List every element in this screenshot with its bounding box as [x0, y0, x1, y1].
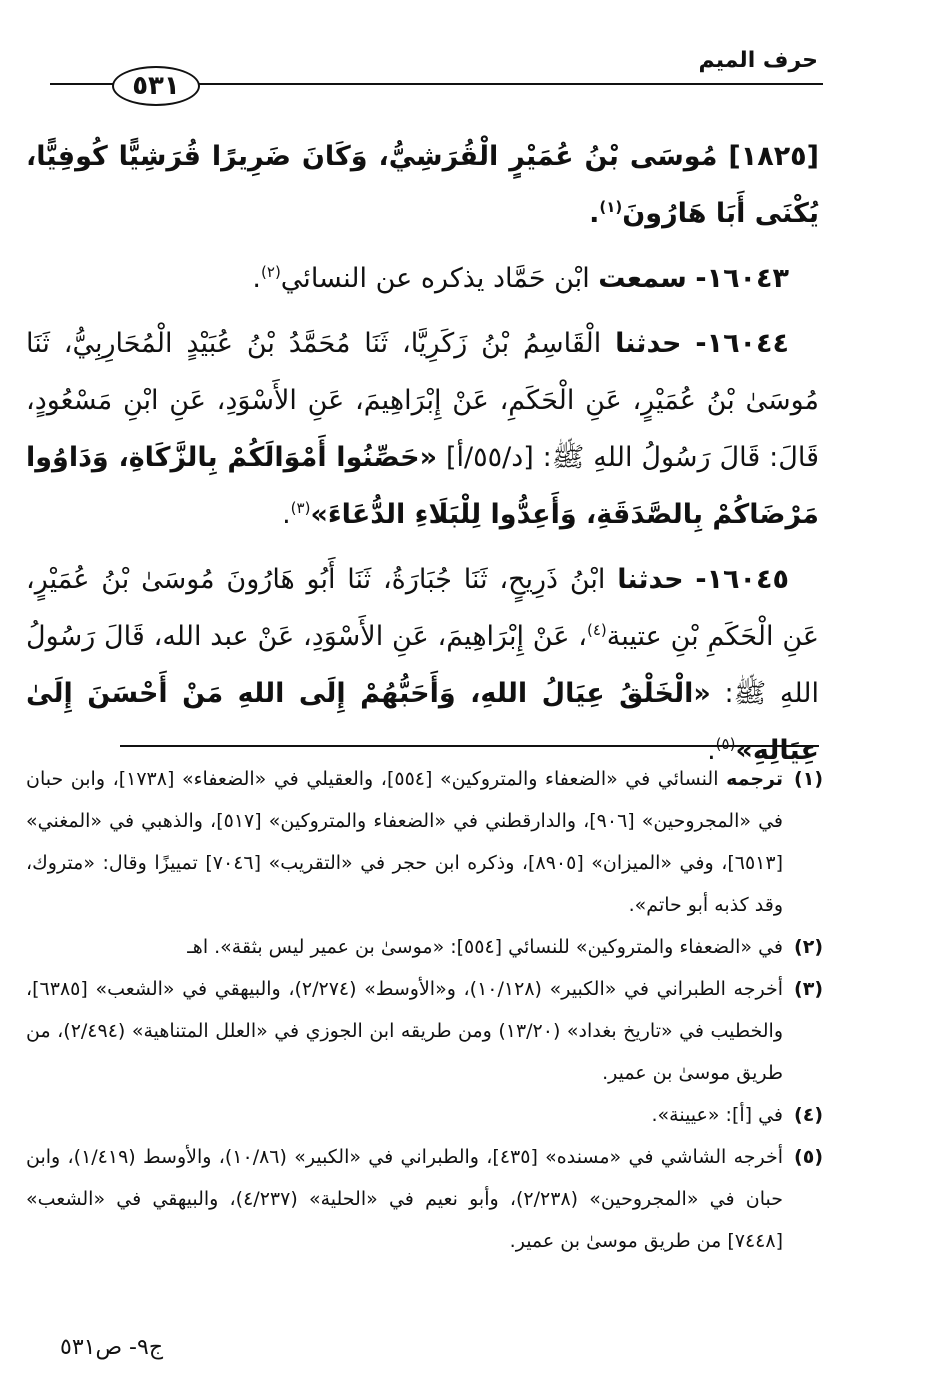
hadith-verb: حدثنا [615, 328, 682, 359]
hadith-number: ١٦٠٤٣- [695, 263, 789, 294]
entry-number: [١٨٢٥] [728, 141, 819, 172]
footnote-text: أخرجه الطبراني في «الكبير» (١٠/١٢٨)، و«الأوسط» (٢/٢٧٤)، والبيهقي في «الشعب» [٦٣٨٥]، والخطيب في «تاريخ بغداد» (١٣/٢٠) ومن طريقه ابن الجوزي في «العلل المتناهية» (٢/٤٩٤)، من طريق موسىٰ بن عمير. [26, 978, 783, 1084]
header-rule-left [50, 83, 120, 85]
hadith-16045: ١٦٠٤٥- حدثنا ابْنُ ذَرِيحٍ، ثَنَا جُبَارَةُ، ثَنَا أَبُو هَارُونَ مُوسَىٰ بْنُ عُمَيْرٍ، عَنِ الْحَكَمِ بْنِ عتيبة$^{(٤)}$، عَنْ إِبْرَاهِيمَ، عَنِ الأَسْوَدِ، عَنْ عبد الله، قَالَ رَسُولُ اللهِ ﷺ: «الْخَلْقُ عِيَالُ اللهِ، وَأَحَبُّهُمْ إِلَى اللهِ مَنْ أَحْسَنَ إِلَىٰ عِيَالِهِ»$^{(٥)}$. [26, 564, 820, 766]
footnote-label: (٤) [794, 1104, 823, 1126]
hadith-text: ابْن حَمَّاد يذكره عن النسائي [280, 263, 590, 294]
hadith-quote: «الْخَلْقُ عِيَالُ اللهِ، وَأَحَبُّهُمْ إِلَى اللهِ مَنْ أَحْسَنَ إِلَىٰ عِيَالِهِ» [26, 678, 819, 766]
hadith-text: ابْنُ ذَرِيحٍ، ثَنَا جُبَارَةُ، ثَنَا أَبُو هَارُونَ مُوسَىٰ بْنُ عُمَيْرٍ، عَنِ الْحَكَمِ بْنِ عتيبة [26, 564, 820, 652]
footnote-text: في «الضعفاء والمتروكين» للنسائي [٥٥٤]: «موسىٰ بن عمير ليس بثقة». اهـ [187, 936, 783, 958]
hadith-number: ١٦٠٤٤- [695, 328, 789, 359]
footnote-label: (١) [794, 768, 823, 790]
footnote-4 [26, 1094, 823, 1136]
page-footer: ج٩- ص٥٣١ [60, 1335, 164, 1360]
footnote-label: (٥) [794, 1146, 823, 1168]
hadith-quote: «حَصِّنُوا أَمْوَالَكُمْ بِالزَّكَاةِ، وَدَاوُوا مَرْضَاكُمْ بِالصَّدَقَةِ، وَأَعِدُّوا لِلْبَلَاءِ الدُّعَاءَ» [26, 442, 819, 530]
footnote-1 [26, 758, 823, 926]
footnote-2 [26, 926, 823, 968]
hadith-text-continued: ، عَنْ إِبْرَاهِيمَ، عَنِ الأَسْوَدِ، عَنْ عبد الله، قَالَ رَسُولُ اللهِ ﷺ: [26, 621, 820, 709]
footnote-ref: (١) [599, 198, 623, 216]
hadith-16043: ١٦٠٤٣- سمعت ابْن حَمَّاد يذكره عن النسائي$^{(٢)}$. [252, 263, 789, 294]
footnote-ref: (٥) [715, 735, 736, 753]
entry-heading: [١٨٢٥] مُوسَى بْنُ عُمَيْرٍ الْقُرَشِيُّ، وَكَانَ ضَرِيرًا قُرَشِيًّا كُوفِيًّا، يُكْنَى أَبَا هَارُونَ$^{(١)}$. [26, 141, 819, 229]
footnote-5 [26, 1136, 823, 1262]
footnote-label: (٢) [794, 936, 823, 958]
hadith-16044: ١٦٠٤٤- حدثنا الْقَاسِمُ بْنُ زَكَرِيَّا، ثَنَا مُحَمَّدُ بْنُ عُبَيْدٍ الْمُحَارِبِيُّ، ثَنَا مُوسَىٰ بْنُ عُمَيْرٍ، عَنِ الْحَكَمِ، عَنْ إِبْرَاهِيمَ، عَنِ الأَسْوَدِ، عَنِ ابْنِ مَسْعُودٍ، قَالَ: قَالَ رَسُولُ اللهِ ﷺ: [د/٥٥/أ] «حَصِّنُوا أَمْوَالَكُمْ بِالزَّكَاةِ، وَدَاوُوا مَرْضَاكُمْ بِالصَّدَقَةِ، وَأَعِدُّوا لِلْبَلَاءِ الدُّعَاءَ»$^{(٣)}$. [26, 328, 819, 530]
hadith-text: الْقَاسِمُ بْنُ زَكَرِيَّا، ثَنَا مُحَمَّدُ بْنُ عُبَيْدٍ الْمُحَارِبِيُّ، ثَنَا مُوسَىٰ بْنُ عُمَيْرٍ، عَنِ الْحَكَمِ، عَنْ إِبْرَاهِيمَ، عَنِ الأَسْوَدِ، عَنِ ابْنِ مَسْعُودٍ، قَالَ: قَالَ رَسُولُ اللهِ ﷺ: [د/٥٥/أ] [26, 328, 819, 473]
main-text [26, 128, 819, 779]
page-number: ٥٣١ [132, 71, 180, 101]
footnote-lead: ترجمه [726, 768, 783, 790]
running-head: حرف الميم [698, 48, 818, 73]
footnote-text: في [أ]: «عيينة». [651, 1104, 783, 1126]
footnote-separator [120, 745, 819, 747]
footnote-text: النسائي في «الضعفاء والمتروكين» [٥٥٤]، والعقيلي في «الضعفاء» [١٧٣٨]، وابن حبان في «المجروحين» [٩٠٦]، والدارقطني في «الضعفاء والمتروكين» [٥١٧]، والذهبي في «المغني» [٦٥١٣]، وفي «الميزان» [٨٩٠٥]، وذكره ابن حجر في «التقريب» [٧٠٤٦] تمييزًا وقال: «متروك، وقد كذبه أبو حاتم». [26, 768, 783, 916]
hadith-number: ١٦٠٤٥- [695, 564, 789, 595]
entry-text: مُوسَى بْنُ عُمَيْرٍ الْقُرَشِيُّ، وَكَانَ ضَرِيرًا قُرَشِيًّا كُوفِيًّا، يُكْنَى أَبَا هَارُونَ [26, 141, 819, 229]
footnote-3 [26, 968, 823, 1094]
hadith-verb: سمعت [598, 263, 687, 294]
footnote-text: أخرجه الشاشي في «مسنده» [٤٣٥]، والطبراني في «الكبير» (١٠/٨٦)، والأوسط (١/٤١٩)، وابن حبان في «المجروحين» (٢/٢٣٨)، وأبو نعيم في «الحلية» (٤/٢٣٧)، والبيهقي في «الشعب» [٧٤٤٨] من طريق موسىٰ بن عمير. [26, 1146, 784, 1252]
hadith-verb: حدثنا [617, 564, 684, 595]
footnote-ref: (٢) [261, 263, 281, 281]
footnote-label: (٣) [794, 978, 823, 1000]
page-number-oval [112, 66, 200, 106]
footnote-ref: (٤) [586, 621, 607, 639]
footnotes [26, 758, 823, 1262]
footnote-ref: (٣) [290, 499, 311, 517]
